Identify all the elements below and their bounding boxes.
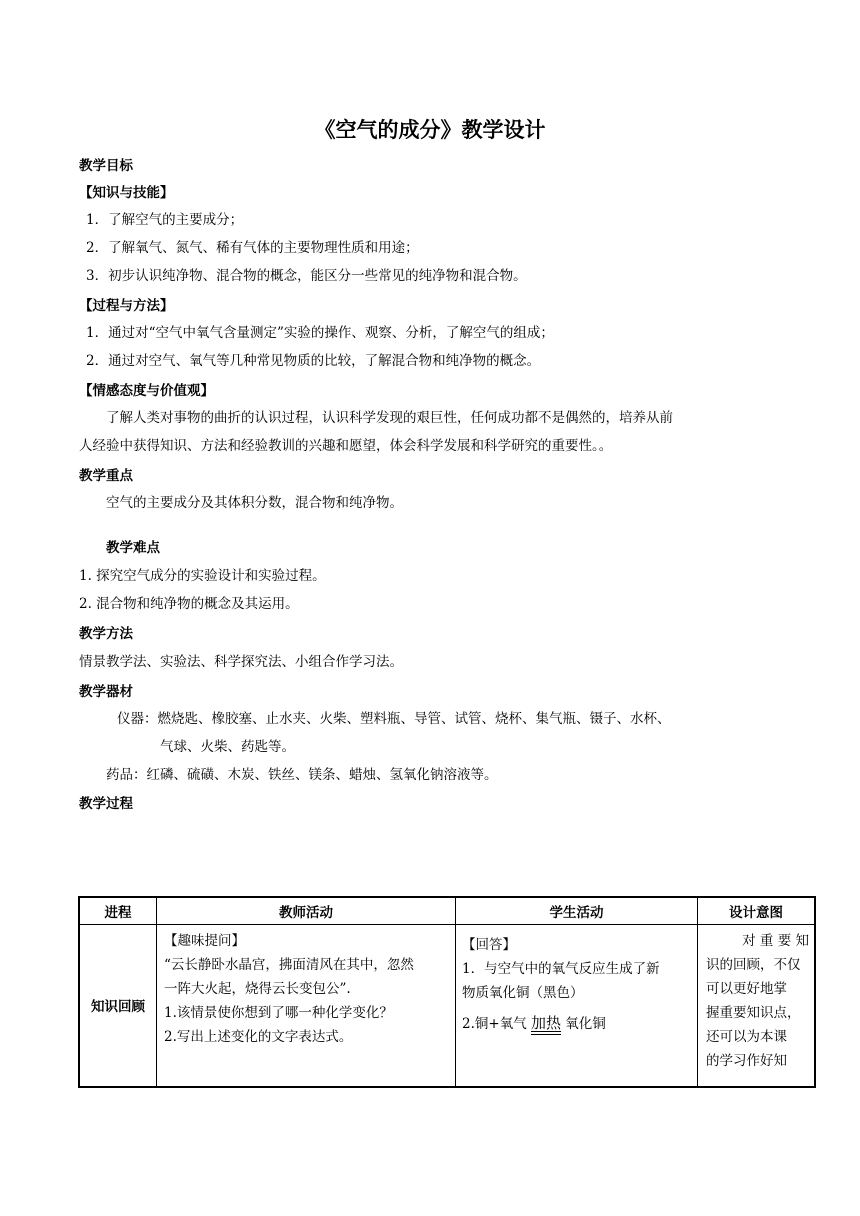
teacher-line: 2.写出上述变化的文字表达式。 — [164, 1029, 353, 1045]
table-header-row — [79, 897, 815, 925]
knowledge-item: 2．了解氧气、氮气、稀有气体的主要物理性质和用途； — [86, 240, 419, 256]
intent-line: 的学习作好知 — [706, 1053, 787, 1069]
intent-line: 对 重 要 知 — [742, 933, 809, 949]
equation-product: 氧化铜 — [561, 1016, 606, 1032]
header-stage: 进程 — [79, 897, 157, 925]
teacher-activity-cell — [157, 925, 456, 1087]
design-intent-cell — [698, 925, 816, 1087]
header-teacher: 教师活动 — [157, 897, 456, 925]
emotion-heading: 【情感态度与价值观】 — [79, 383, 214, 399]
process-method-heading: 【过程与方法】 — [79, 298, 174, 314]
lesson-process-table — [78, 896, 816, 1088]
header-intent: 设计意图 — [698, 897, 816, 925]
header-student: 学生活动 — [456, 897, 698, 925]
methods-text: 情景教学法、实验法、科学探究法、小组合作学习法。 — [79, 654, 403, 670]
equation-reactants: 2.铜+氧气 — [462, 1016, 531, 1032]
objectives-heading: 教学目标 — [79, 158, 133, 174]
difficulties-heading: 教学难点 — [106, 540, 160, 556]
knowledge-item: 3．初步认识纯净物、混合物的概念，能区分一些常见的纯净物和混合物。 — [86, 268, 527, 284]
methods-heading: 教学方法 — [79, 626, 133, 642]
knowledge-heading: 【知识与技能】 — [79, 185, 174, 201]
student-line: 物质氧化铜（黑色） — [462, 985, 584, 1001]
student-line: 1．与空气中的氧气反应生成了新 — [462, 961, 660, 977]
word-equation — [462, 1011, 697, 1036]
teacher-line: “云长静卧水晶宫，拂面清风在其中，忽然 — [164, 957, 414, 973]
intent-line: 握重要知识点， — [706, 1005, 801, 1021]
student-activity-cell — [456, 925, 698, 1087]
emotion-text-line: 了解人类对事物的曲折的认识过程，认识科学发现的艰巨性，任何成功都不是偶然的，培养从前 — [106, 410, 673, 426]
teacher-line: 一阵大火起，烧得云长变包公”. — [164, 981, 351, 997]
intent-line: 还可以为本课 — [706, 1029, 787, 1045]
instruments-line: 气球、火柴、药匙等。 — [160, 739, 295, 755]
instruments-line: 仪器：燃烧匙、橡胶塞、止水夹、火柴、塑料瓶、导管、试管、烧杯、集气瓶、镊子、水杯、 — [117, 711, 671, 727]
process-item: 1．通过对“空气中氧气含量测定”实验的操作、观察、分析，了解空气的组成； — [86, 325, 554, 341]
key-points-text: 空气的主要成分及其体积分数，混合物和纯净物。 — [106, 495, 403, 511]
stage-label: 知识回顾 — [91, 999, 145, 1016]
knowledge-item: 1．了解空气的主要成分； — [86, 212, 244, 228]
difficulty-item: 1. 探究空气成分的实验设计和实验过程。 — [79, 568, 326, 584]
reagents-line: 药品：红磷、硫磺、木炭、铁丝、镁条、蜡烛、氢氧化钠溶液等。 — [106, 767, 498, 783]
emotion-text-line: 人经验中获得知识、方法和经验教训的兴趣和愿望，体会科学发展和科学研究的重要性。。 — [79, 438, 613, 454]
difficulty-item: 2. 混合物和纯净物的概念及其运用。 — [79, 596, 299, 612]
table-row — [79, 925, 815, 1087]
document-title: 《空气的成分》教学设计 — [314, 118, 546, 142]
teacher-line: 1.该情景使你想到了哪一种化学变化？ — [164, 1005, 393, 1021]
reaction-condition: 加热 — [530, 1014, 561, 1032]
process-heading: 教学过程 — [79, 796, 133, 812]
stage-cell — [79, 925, 157, 1087]
process-item: 2．通过对空气、氧气等几种常见物质的比较，了解混合物和纯净物的概念。 — [86, 353, 541, 369]
intent-line: 识的回顾，不仅 — [706, 957, 801, 973]
intent-line: 可以更好地掌 — [706, 981, 787, 997]
key-points-heading: 教学重点 — [79, 468, 133, 484]
equipment-heading: 教学器材 — [79, 684, 133, 700]
teacher-line: 【趣味提问】 — [164, 933, 245, 949]
student-line: 【回答】 — [462, 937, 516, 953]
